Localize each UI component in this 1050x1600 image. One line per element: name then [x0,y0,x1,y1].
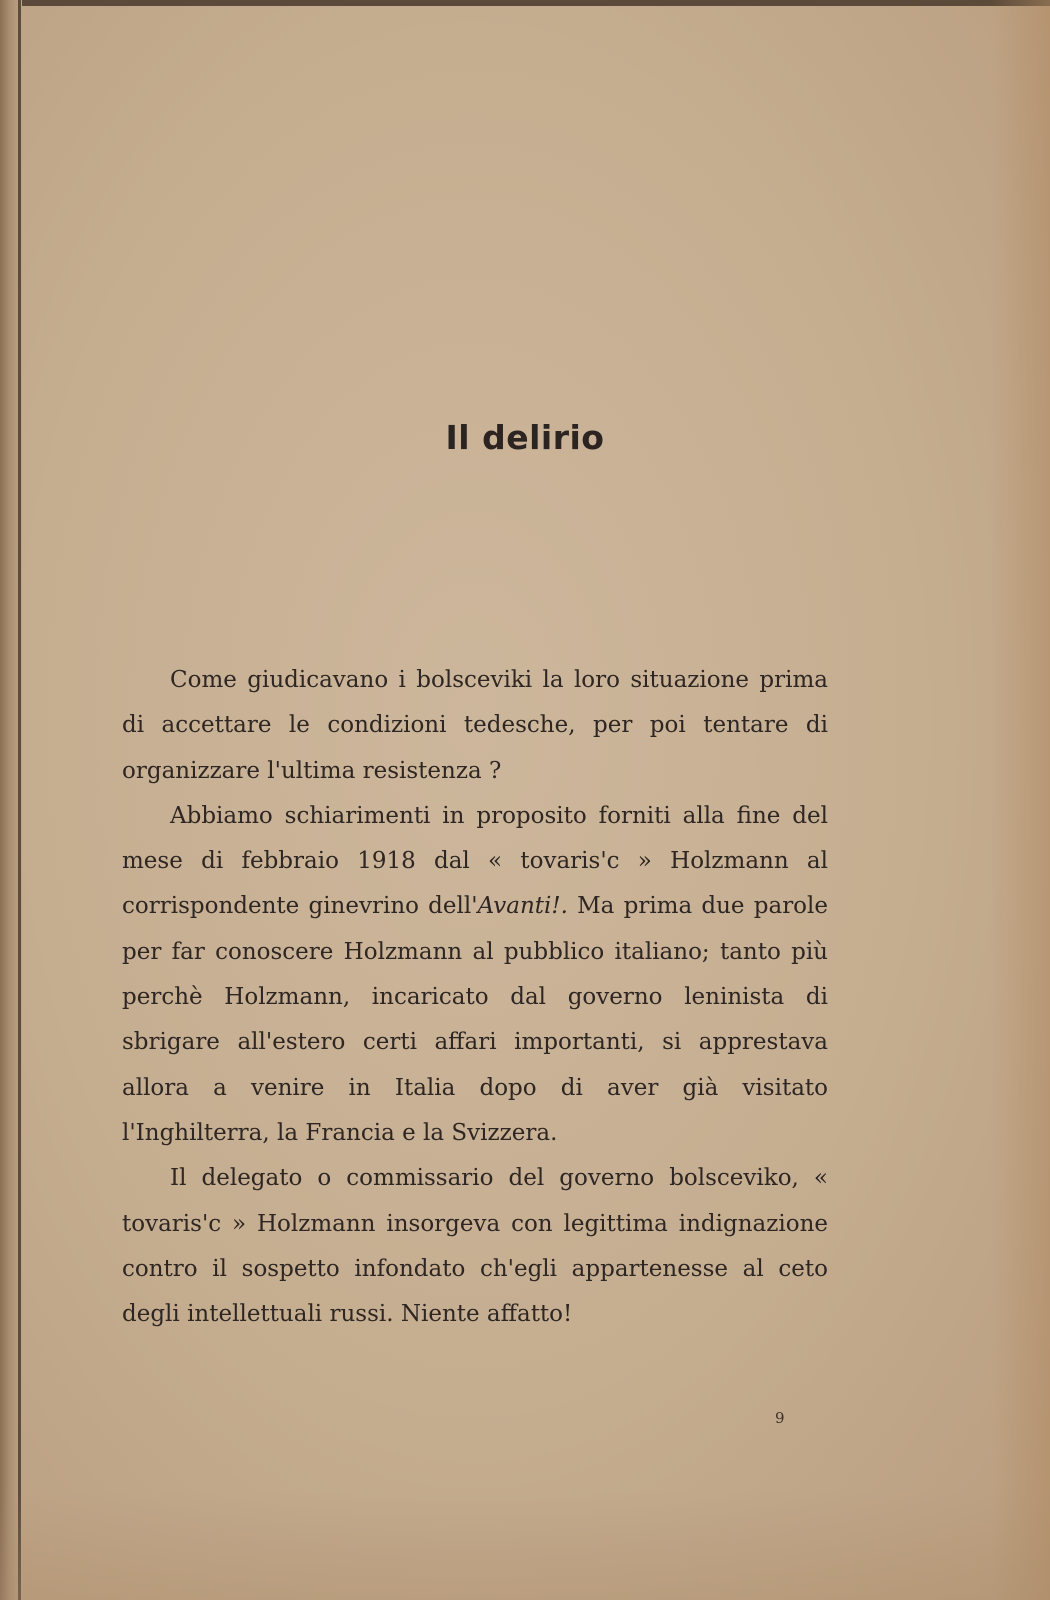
paragraph-3-text: Il delegato o commissario del governo bolsceviko, « tovaris'c » Holzmann insorgeva con legittima indignazione contro il sospetto infondato ch'egli appartenesse al ceto degli intellettuali russi. Niente affatto! [122,1165,828,1328]
spine-binding-line [18,0,21,1600]
chapter-body [122,658,828,1337]
paragraph-1-text: Come giudicavano i bolsceviki la loro situazione prima di accettare le condizioni tedesche, per poi tentare di organizzare l'ultima resistenza ? [122,667,828,784]
newspaper-title-italic: Avanti!. [477,893,568,920]
page-bottom-edge-shadow [0,1490,1050,1600]
paragraph-2 [122,794,828,1156]
page-top-edge [0,0,1050,6]
paragraph-2-text-after: Ma prima due parole per far conoscere Holzmann al pubblico italiano; tanto più perchè Holzmann, incaricato dal governo leninista di sbrigare all'estero certi affari importanti, si apprestava allora a venire in Italia dopo di aver già visitato l'Inghilterra, la Francia e la Svizzera. [122,893,828,1146]
chapter-title: Il delirio [445,418,605,457]
page-right-edge-shadow [990,0,1050,1600]
page-number: 9 [775,1409,785,1427]
paragraph-3 [122,1156,828,1337]
paragraph-1 [122,658,828,794]
paragraph-2-text-before: Abbiamo schiarimenti in proposito forniti alla fine del mese di febbraio 1918 dal « tovaris'c » Holzmann al corrispondente ginevrino dell' [122,802,828,920]
